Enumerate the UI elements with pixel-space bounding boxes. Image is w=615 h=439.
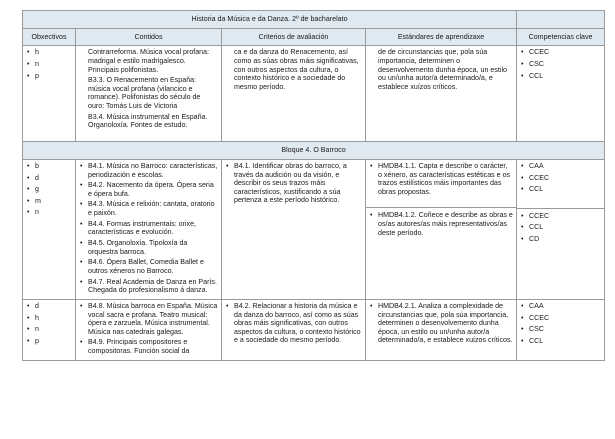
contents-cell [76,299,222,360]
competency-item: • CCL [520,72,601,81]
competency-item: • CD [520,235,601,244]
standard-text: • HMDB4.2.1. Analiza a complexidade de circunstancias que, pola súa importancia, determinen o desenvolvemento dunha época, un estilo ou un/unha autor/a determinado/a, e establece xuízos críticos. [369,302,513,345]
criteria-cell [222,159,366,299]
content-item: • B4.1. Música no Barroco: características, periodización e escolas. [79,162,218,179]
competency-item: • CCEC [520,174,601,183]
curriculum-table [22,10,605,361]
standard-text: • HMDB4.1.2. Coñece e describe as obras e os/as autores/as máis representativos/as deste período. [369,211,513,237]
table-title: Historia da Música e da Danza. 2º de bacharelato [23,11,517,29]
objective-item: • b [26,162,72,171]
table-row [23,46,605,142]
contents-cell [76,159,222,299]
objective-item: • h [26,314,72,323]
contents-cell [76,46,222,142]
competency-item: • CAA [520,302,601,311]
header-row [23,28,605,46]
competency-item: • CCEC [520,314,601,323]
competency-item: • CCEC [520,48,601,57]
table-row [23,159,605,299]
objective-item: • n [26,208,72,217]
objective-item: • p [26,337,72,346]
competency-item: • CCL [520,185,601,194]
criteria-text: • B4.1. Identificar obras do barroco, a través da audición ou da visión, e describir os seus trazos máis característicos, xustificando a súa pertenza a este período histórico. [225,162,362,205]
content-item: B3.3. O Renacemento en España: música vocal profana (vilancico e romance). Polifonistas do século de ouro: Tomás Luis de Victoria [88,76,201,111]
standards-cell [366,159,517,299]
content-item: • B4.8. Música barroca en España. Música vocal sacra e profana. Teatro musical: ópera e zarzuela. Música instrumental. Música nas catedrais galegas. [79,302,218,337]
competency-item: • CCEC [520,212,601,221]
content-item: • B4.6. Ópera Ballet, Comedia Ballet e outros xéneros no Barroco. [79,258,218,275]
competency-item: • CCL [520,223,601,232]
criteria-text: ca e da danza do Renacemento, así como as súas obras máis significativas, con outros aspectos da cultura, o contexto histórico e a sociedade do mesmo período. [234,48,359,91]
criteria-text: • B4.2. Relacionar a historia da música e da danza do barroco, así como as súas obras máis significativas, con outros aspectos da cultura, o contexto histórico e a sociedade do mesmo período. [225,302,362,345]
competencies-cell [517,46,605,142]
objectives-cell [23,299,76,360]
competency-item: • CSC [520,325,601,334]
criteria-cell [222,299,366,360]
content-item: • B4.2. Nacemento da ópera. Ópera seria e ópera bufa. [79,181,218,198]
objective-item: • g [26,185,72,194]
header-competencies: Competencias clave [517,28,605,46]
objective-item: • n [26,60,72,69]
standards-cell [366,46,517,142]
competency-item: • CCL [520,337,601,346]
block-heading-row [23,142,605,160]
header-criteria: Criterios de avaliación [222,28,366,46]
content-item: • B4.5. Organoloxía. Tipoloxía da orquestra barroca. [79,239,218,256]
competency-item: • CSC [520,60,601,69]
competencies-cell [517,299,605,360]
curriculum-table-container [22,10,604,361]
competency-divider [517,208,604,244]
objective-item: • d [26,174,72,183]
title-row [23,11,605,29]
table-row [23,299,605,360]
standard-divider [366,207,516,237]
content-item: • B4.3. Música e relixión: cantata, oratorio e paixón. [79,200,218,217]
objective-item: • h [26,48,72,57]
standard-text: • HMDB4.1.1. Capta e describe o carácter, o xénero, as características estéticas e os trazos estilísticos máis importantes das obras propostas. [369,162,513,197]
standard-text: de de circunstancias que, pola súa importancia, determinen o desenvolvemento dunha época, un estilo ou un/unha autor/a determinado/a, e establece xuízos críticos. [378,48,507,91]
header-objectives: Obxectivos [23,28,76,46]
content-item: • B4.7. Real Academia de Danza en París. Chegada do profesionalismo á danza. [79,278,218,295]
block-heading: Bloque 4. O Barroco [23,142,605,160]
content-item: • B4.4. Formas instrumentais: orixe, características e evolución. [79,220,218,237]
header-standards: Estándares de aprendizaxe [366,28,517,46]
objectives-cell [23,46,76,142]
content-item: • B4.9. Principais compositores e compositoras. Función social da [79,338,218,355]
title-spacer [517,11,605,29]
objective-item: • m [26,197,72,206]
content-item: Contrarreforma. Música vocal profana: madrigal e estilo madrigalesco. Principais polifonistas. [88,48,210,74]
competencies-cell [517,159,605,299]
objective-item: • p [26,72,72,81]
competency-item: • CAA [520,162,601,171]
content-item: B3.4. Música instrumental en España. Organoloxía. Fontes de estudo. [88,112,208,130]
objective-item: • d [26,302,72,311]
objective-item: • n [26,325,72,334]
criteria-cell [222,46,366,142]
objectives-cell [23,159,76,299]
standards-cell [366,299,517,360]
header-contents: Contidos [76,28,222,46]
